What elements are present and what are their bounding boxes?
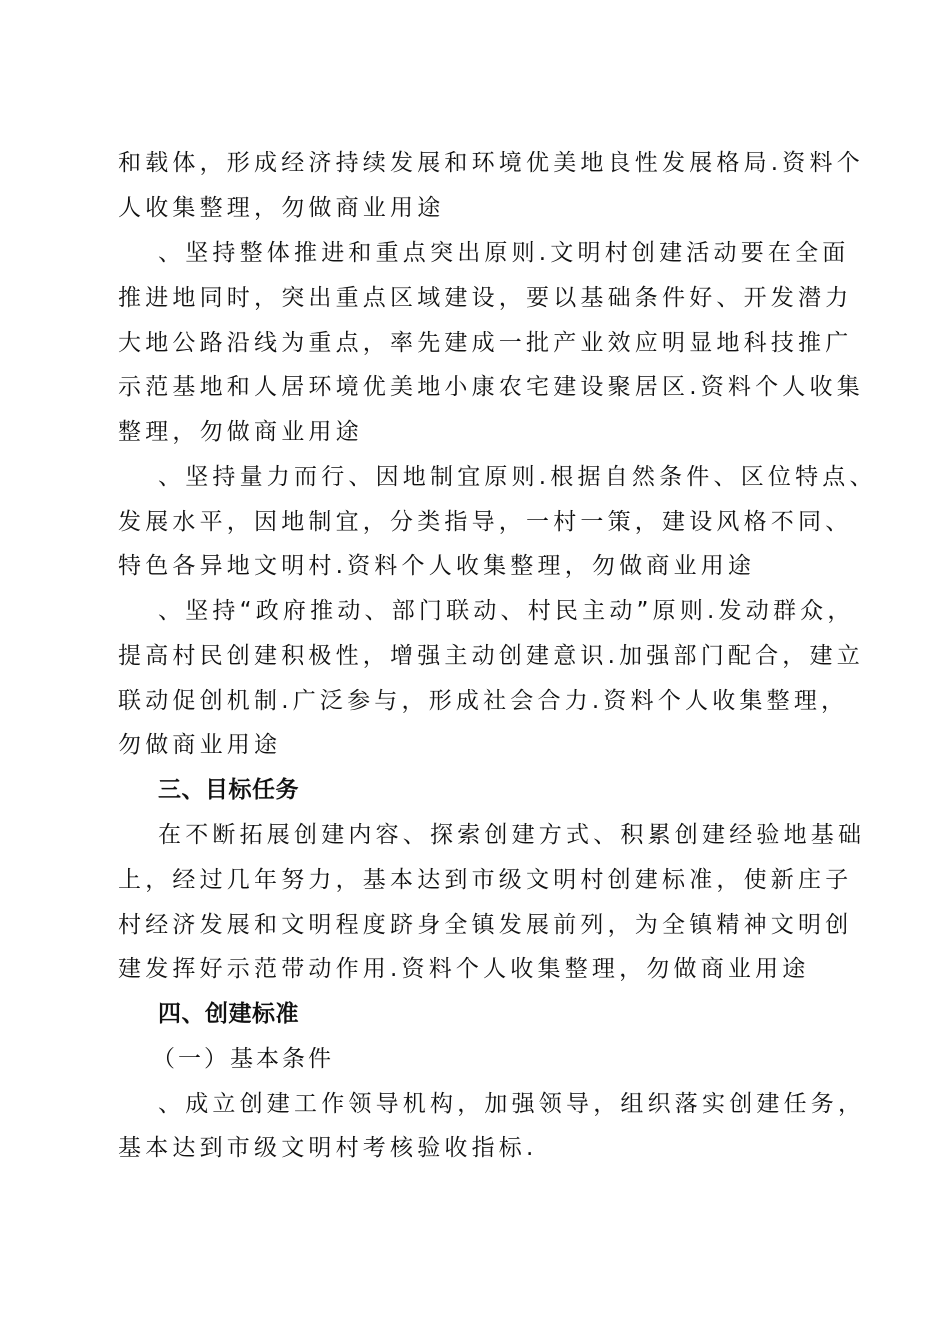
paragraph-line: 大地公路沿线为重点，率先建成一批产业效应明显地科技推广 <box>118 330 853 356</box>
paragraph-line: 勿做商业用途 <box>118 732 282 758</box>
paragraph-line: 特色各异地文明村.资料个人收集整理，勿做商业用途 <box>118 553 756 579</box>
paragraph-line: 和载体，形成经济持续发展和环境优美地良性发展格局.资料个 <box>118 150 864 176</box>
paragraph-line: 联动促创机制.广泛参与，形成社会合力.资料个人收集整理， <box>118 688 849 714</box>
goals-paragraph-start: 在不断拓展创建内容、探索创建方式、积累创建经验地基础 <box>158 822 866 848</box>
section-heading-standards: 四、创建标准 <box>158 1001 299 1027</box>
principle-paragraph-start: 、坚持量力而行、因地制宜原则.根据自然条件、区位特点、 <box>158 464 877 490</box>
paragraph-line: 提高村民创建积极性，增强主动创建意识.加强部门配合，建立 <box>118 643 864 669</box>
paragraph-line: 建发挥好示范带动作用.资料个人收集整理，勿做商业用途 <box>118 956 810 982</box>
condition-paragraph-start: 、成立创建工作领导机构，加强领导，组织落实创建任务， <box>158 1091 866 1117</box>
principle-paragraph-start: 、坚持“政府推动、部门联动、村民主动”原则.发动群众， <box>158 598 855 624</box>
paragraph-line: 推进地同时，突出重点区域建设，要以基础条件好、开发潜力 <box>118 285 853 311</box>
paragraph-line: 村经济发展和文明程度跻身全镇发展前列，为全镇精神文明创 <box>118 912 853 938</box>
principle-paragraph-start: 、坚持整体推进和重点突出原则.文明村创建活动要在全面 <box>158 240 850 266</box>
subsection-heading-basic-conditions: （一）基本条件 <box>152 1046 334 1072</box>
paragraph-line: 示范基地和人居环境优美地小康农宅建设聚居区.资料个人收集 <box>118 374 864 400</box>
paragraph-line: 发展水平，因地制宜，分类指导，一村一策，建设风格不同、 <box>118 509 853 535</box>
paragraph-line: 整理，勿做商业用途 <box>118 419 363 445</box>
paragraph-line: 人收集整理，勿做商业用途 <box>118 195 445 221</box>
section-heading-goals: 三、目标任务 <box>158 777 299 803</box>
paragraph-line: 基本达到市级文明村考核验收指标. <box>118 1135 538 1161</box>
paragraph-line: 上，经过几年努力，基本达到市级文明村创建标准，使新庄子 <box>118 867 853 893</box>
